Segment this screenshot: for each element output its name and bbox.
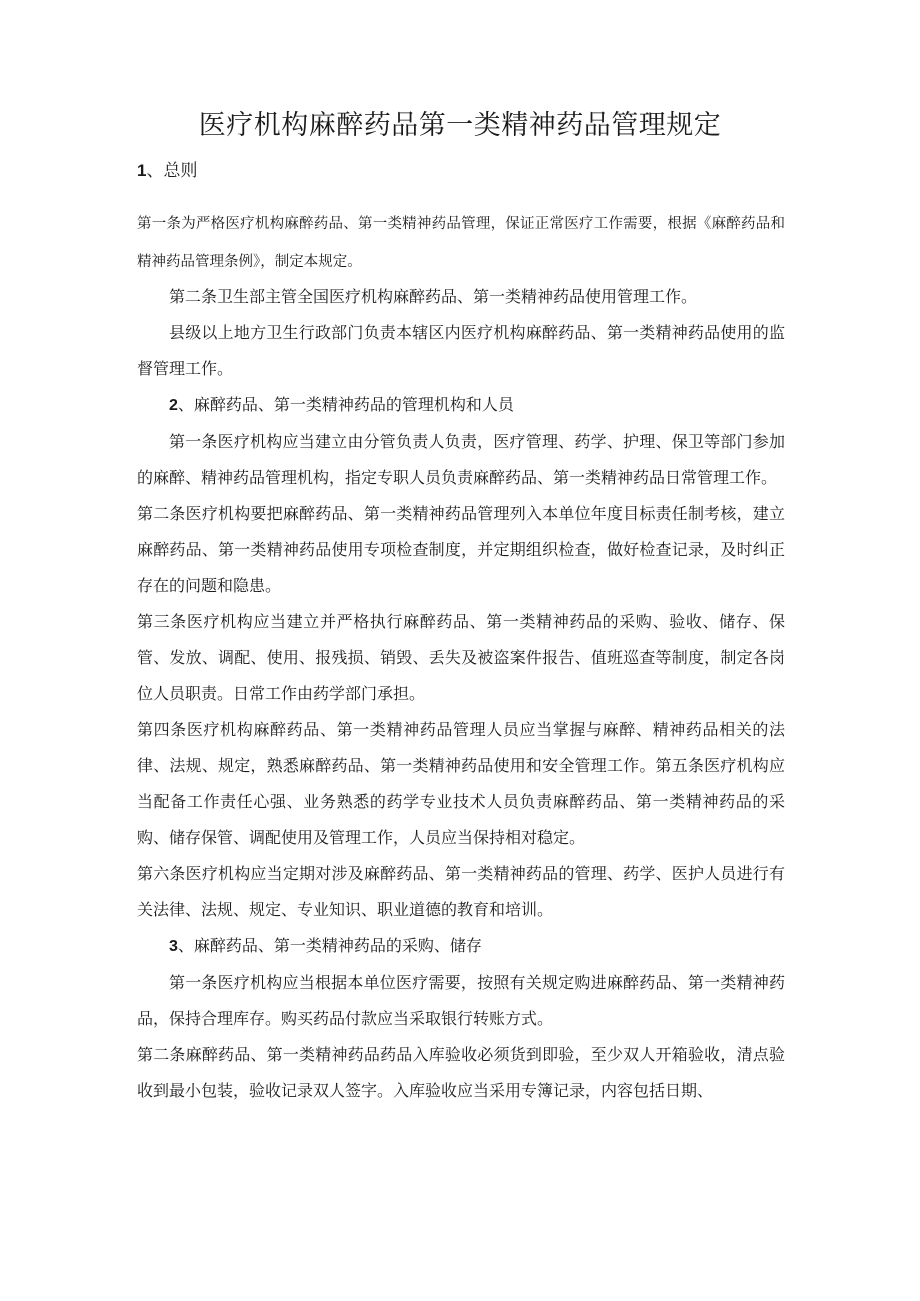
section-number: 1 (137, 161, 147, 180)
paragraph: 第二条卫生部主管全国医疗机构麻醉药品、第一类精神药品使用管理工作。 (169, 287, 698, 306)
paragraph: 第二条医疗机构要把麻醉药品、第一类精神药品管理列入本单位年度目标责任制考核，建立麻醉药品、第一类精神药品使用专项检查制度，并定期组织检查，做好检查记录，及时纠正存在的问题和隐患。 (137, 504, 785, 595)
section-number: 3 (169, 938, 178, 955)
paragraph: 第四条医疗机构麻醉药品、第一类精神药品管理人员应当掌握与麻醉、精神药品相关的法律、法规、规定，熟悉麻醉药品、第一类精神药品使用和安全管理工作。第五条医疗机构应当配备工作责任心强、业务熟悉的药学专业技术人员负责麻醉药品、第一类精神药品的采购、储存保管、调配使用及管理工作，人员应当保持相对稳定。 (137, 720, 785, 847)
section-heading-2 (137, 387, 785, 424)
paragraph: 第一条为严格医疗机构麻醉药品、第一类精神药品管理，保证正常医疗工作需要，根据《麻醉药品和精神药品管理条例》，制定本规定。 (137, 216, 785, 270)
section-1-body (137, 279, 785, 1109)
paragraph: 第三条医疗机构应当建立并严格执行麻醉药品、第一类精神药品的采购、验收、储存、保管、发放、调配、使用、报残损、销毁、丢失及被盗案件报告、值班巡查等制度，制定各岗位人员职责。日常工作由药学部门承担。 (137, 612, 785, 703)
section-heading-3 (137, 928, 785, 965)
section-1-intro (137, 205, 785, 281)
paragraph: 第一条医疗机构应当根据本单位医疗需要，按照有关规定购进麻醉药品、第一类精神药品，保持合理库存。购买药品付款应当采取银行转账方式。 (137, 973, 785, 1028)
section-heading-text: 、麻醉药品、第一类精神药品的采购、储存 (177, 936, 482, 955)
paragraph: 第一条医疗机构应当建立由分管负责人负责，医疗管理、药学、护理、保卫等部门参加的麻醉、精神药品管理机构，指定专职人员负责麻醉药品、第一类精神药品日常管理工作。 (137, 432, 785, 487)
section-heading-text: 、麻醉药品、第一类精神药品的管理机构和人员 (177, 395, 514, 414)
paragraph: 县级以上地方卫生行政部门负责本辖区内医疗机构麻醉药品、第一类精神药品使用的监督管理工作。 (137, 323, 785, 378)
section-heading-1 (137, 157, 197, 185)
paragraph: 第六条医疗机构应当定期对涉及麻醉药品、第一类精神药品的管理、药学、医护人员进行有关法律、法规、规定、专业知识、职业道德的教育和培训。 (137, 864, 785, 919)
section-heading-text: 、总则 (146, 161, 198, 181)
section-number: 2 (169, 397, 178, 414)
paragraph: 第二条麻醉药品、第一类精神药品药品入库验收必须货到即验，至少双人开箱验收，清点验收到最小包装，验收记录双人签字。入库验收应当采用专簿记录，内容包括日期、 (137, 1045, 785, 1100)
document-title: 医疗机构麻醉药品第一类精神药品管理规定 (198, 110, 722, 141)
